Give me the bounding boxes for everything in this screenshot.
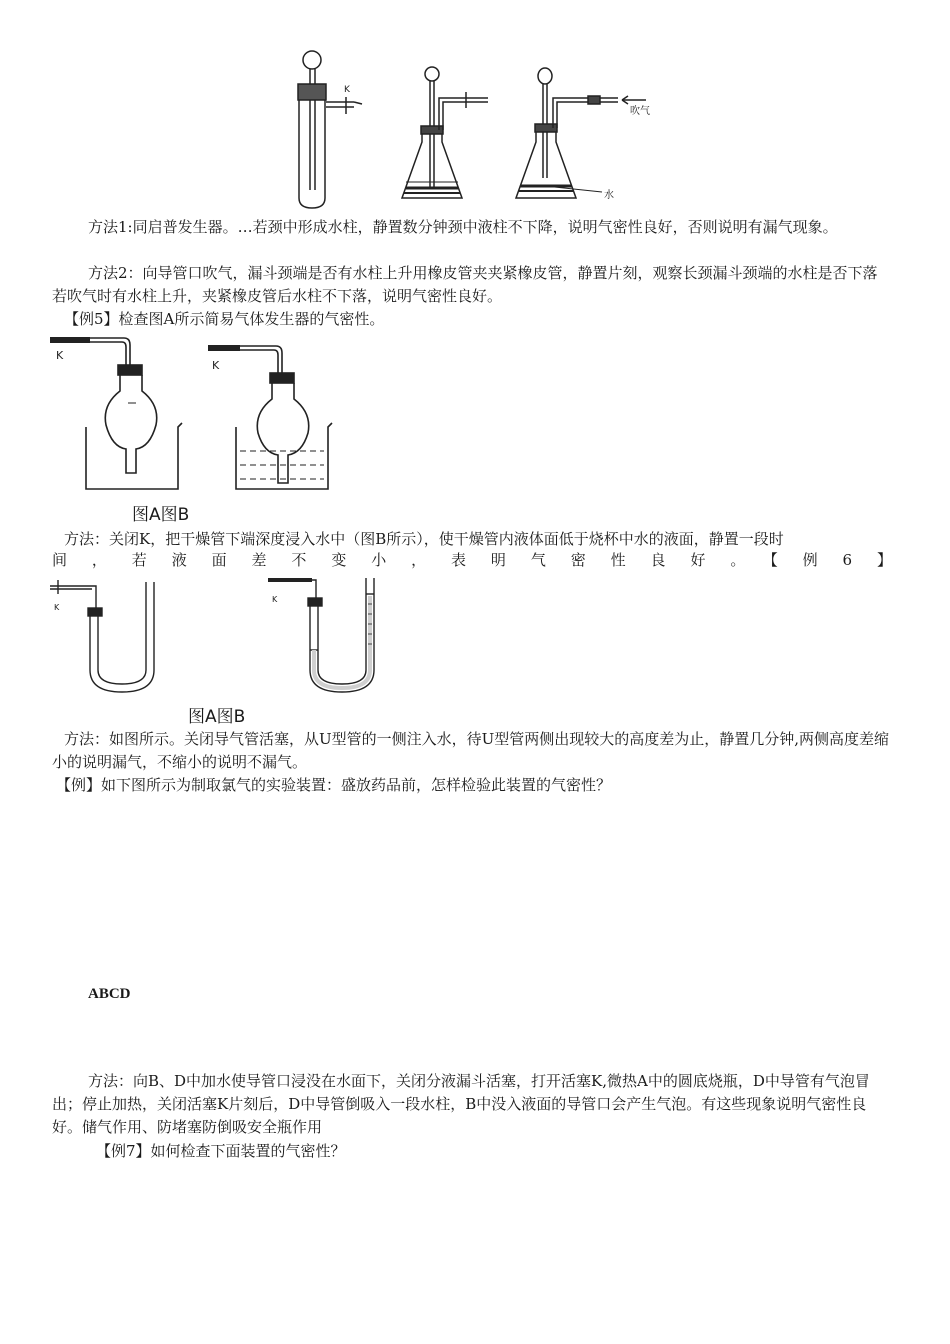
drying-tube-apparatus-a — [50, 338, 182, 489]
example-chlorine-title: 【例】如下图所示为制取氯气的实验装置：盛放药品前，怎样检验此装置的气密性？ — [56, 776, 612, 794]
fig6-label-k-b: K — [272, 595, 278, 604]
para-method-2: 方法2：向导管口吹气，漏斗颈端是否有水柱上升用橡皮管夹夹紧橡皮管，静置片刻，观察长颈漏斗颈端的水柱是否下落若吹气时有水柱上升，夹紧橡皮管后水柱不下落，说明气密性良好。 — [52, 264, 878, 305]
fig5-label-k-a: K — [56, 349, 64, 362]
fig5-label-k-b: K — [212, 359, 220, 372]
label-water: 水 — [604, 190, 614, 201]
u-tube-apparatus-a — [50, 580, 154, 692]
test-tube-apparatus — [298, 51, 362, 208]
u-tube-apparatus-b — [268, 578, 374, 692]
example-5-title: 【例5】检查图A所示简易气体发生器的气密性。 — [64, 310, 385, 328]
abcd-label: ABCD — [88, 986, 131, 1002]
label-k: K — [344, 85, 350, 95]
fig6-caption: 图A图B — [188, 707, 246, 727]
example-6-method: 方法：如图所示。关闭导气管活塞，从U型管的一侧注入水，待U型管两侧出现较大的高度差为止，静置几分钟,两侧高度差缩小的说明漏气，不缩小的说明不漏气。 — [52, 730, 890, 771]
chlorine-method: 方法：向B、D中加水使导管口浸没在水面下，关闭分液漏斗活塞，打开活塞K,微热A中的圆底烧瓶，D中导管有气泡冒出；停止加热，关闭活塞K片刻后，D中导管倒吸入一段水柱，B中没入液面的导管口会产生气泡。有这些现象说明气密性良好。储气作用、防堵塞防倒吸安全瓶作用 — [52, 1072, 870, 1136]
flask-apparatus-2 — [516, 68, 646, 198]
example-6-figure — [50, 570, 390, 700]
flask-apparatus-1 — [402, 67, 488, 198]
example-5-method-line-2: 间，若液面差不变小，表明气密性良好。【例6】 — [52, 551, 892, 569]
drying-tube-apparatus-b — [208, 346, 332, 489]
label-blow: 吹气 — [630, 106, 650, 117]
example-7-title: 【例7】如何检查下面装置的气密性？ — [96, 1142, 346, 1160]
top-apparatus-figure — [270, 50, 690, 212]
para-method-1: 方法1:同启普发生器。…若颈中形成水柱，静置数分钟颈中液柱不下降，说明气密性良好，否则说明有漏气现象。 — [88, 218, 838, 236]
fig5-caption: 图A图B — [132, 505, 190, 525]
example-5-figure — [50, 333, 350, 495]
fig6-label-k-a: K — [54, 603, 60, 612]
example-5-method-line-1: 方法：关闭K，把干燥管下端深度浸入水中（图B所示），使干燥管内液体面低于烧杯中水的液面，静置一段时 — [64, 530, 784, 548]
